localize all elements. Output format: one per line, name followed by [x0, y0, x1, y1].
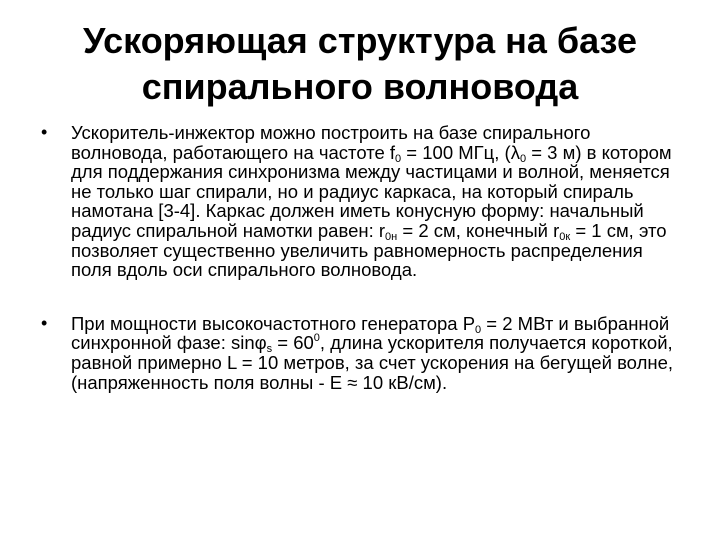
subscript: 0	[395, 152, 402, 165]
text-run: = 2 МВт и выбранной синхронной фазе: sinφ	[71, 312, 670, 354]
text-run: = 2 см, конечный r	[397, 219, 560, 241]
bullet-text	[71, 122, 672, 280]
superscript: 0	[313, 332, 320, 345]
text-run: = 1 см, это позволяет существенно увеличить равномерность распределения поля вдоль оси спирального волновода.	[71, 219, 667, 281]
bullet-item-power	[36, 314, 686, 392]
slide-title	[30, 18, 690, 110]
bullet-list	[36, 123, 686, 392]
bullet-marker: •	[41, 122, 48, 142]
subscript: 0н	[385, 230, 398, 243]
slide-title-line-1: Ускоряющая структура на базе	[83, 20, 637, 61]
bullet-item-injector	[36, 123, 686, 280]
subscript: s	[266, 343, 273, 356]
subscript: 0к	[559, 230, 571, 243]
text-run: , длина ускорителя получается короткой, равной примерно L = 10 метров, за счет ускорения на бегущей волне, (напряженность поля волны - Е ≈ 10 кВ/см).	[71, 332, 674, 393]
slide-title-line-2: спирального волновода	[141, 66, 579, 107]
text-run: = 60	[272, 332, 314, 354]
text-run: Ускоритель-инжектор можно построить на базе спирального волновода, работающего на частоте f	[71, 122, 591, 163]
text-run: При мощности высокочастотного генератора Р	[71, 312, 476, 334]
text-run: = 100 МГц, (λ	[401, 141, 520, 163]
subscript: 0	[519, 152, 527, 165]
bullet-text	[71, 313, 673, 393]
text-run: = 3 м) в котором для поддержания синхронизма между частицами и волной, меняется не только шаг спирали, но и радиус каркаса, на который спираль намотана [3-4]. Каркас должен иметь конусную форму: начальный радиус спиральной намотки равен: r	[71, 141, 672, 241]
bullet-marker: •	[41, 312, 48, 333]
subscript: 0	[475, 323, 482, 336]
